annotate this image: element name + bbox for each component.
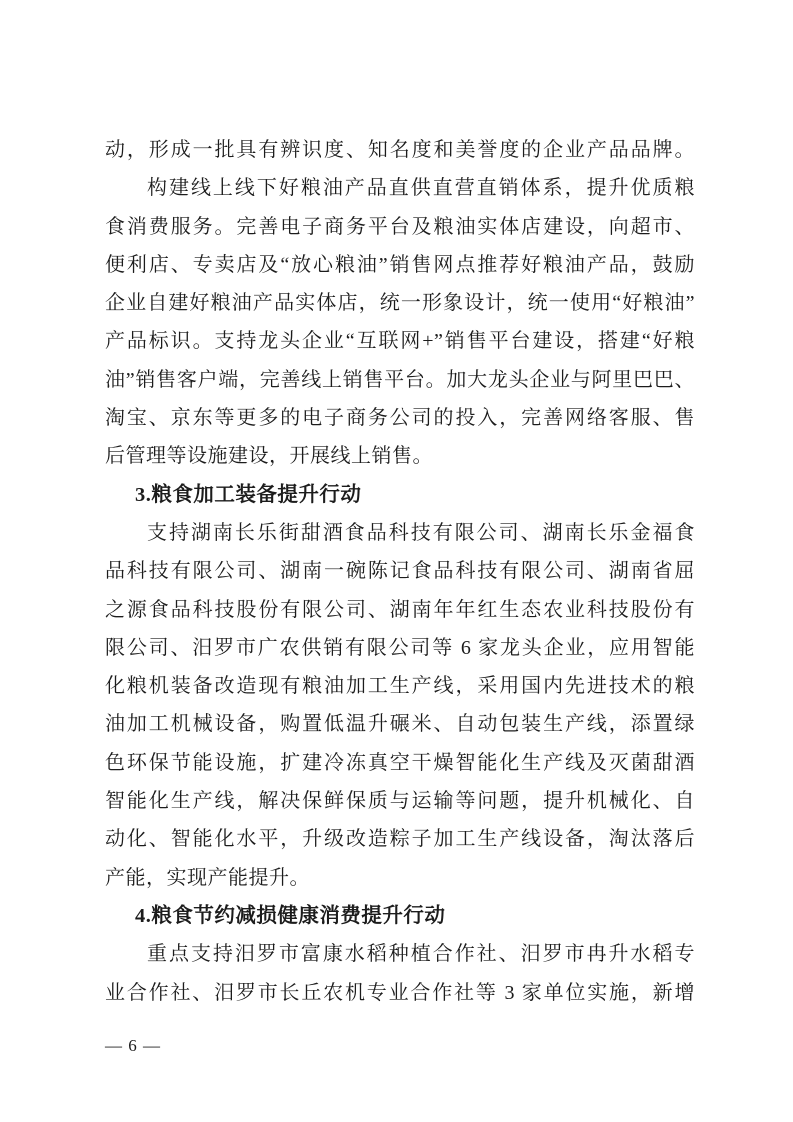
text-line: 油”销售客户端，完善线上销售平台。加大龙头企业与阿里巴巴、 (105, 368, 695, 391)
section-heading: 4.粮食节约减损健康消费提升行动 (135, 904, 446, 927)
text-line: 化粮机装备改造现有粮油加工生产线，采用国内先进技术的粮 (105, 675, 695, 698)
text-line: 智能化生产线，解决保鲜保质与运输等问题，提升机械化、自 (105, 790, 695, 813)
text-line: 食消费服务。完善电子商务平台及粮油实体店建设，向超市、 (105, 215, 695, 238)
text-line: 重点支持汨罗市富康水稻种植合作社、汨罗市冉升水稻专 (147, 943, 695, 966)
body-text (105, 131, 695, 1012)
text-line: 构建线上线下好粮油产品直供直营直销体系，提升优质粮 (147, 177, 695, 200)
page-number: — 6 — (105, 1036, 161, 1055)
text-line: 品科技有限公司、湖南一碗陈记食品科技有限公司、湖南省屈 (105, 560, 695, 583)
text-line: 产能，实现产能提升。 (105, 866, 310, 889)
text-line: 支持湖南长乐街甜酒食品科技有限公司、湖南长乐金福食 (147, 521, 695, 544)
text-line: 色环保节能设施，扩建冷冻真空干燥智能化生产线及灭菌甜酒 (105, 751, 695, 774)
text-line: 油加工机械设备，购置低温升碾米、自动包装生产线，添置绿 (105, 713, 695, 736)
text-line: 限公司、汨罗市广农供销有限公司等 6 家龙头企业，应用智能 (105, 636, 695, 659)
text-line: 业合作社、汨罗市长丘农机专业合作社等 3 家单位实施，新增 (105, 981, 695, 1004)
text-line: 动化、智能化水平，升级改造粽子加工生产线设备，淘汰落后 (105, 828, 695, 851)
text-line: 之源食品科技股份有限公司、湖南年年红生态农业科技股份有 (105, 598, 695, 621)
text-line: 淘宝、京东等更多的电子商务公司的投入，完善网络客服、售 (105, 407, 695, 430)
text-line: 动，形成一批具有辨识度、知名度和美誉度的企业产品品牌。 (105, 139, 695, 161)
text-line: 后管理等设施建设，开展线上销售。 (105, 445, 433, 468)
text-line: 便利店、专卖店及“放心粮油”销售网点推荐好粮油产品，鼓励 (105, 253, 695, 276)
text-line: 企业自建好粮油产品实体店，统一形象设计，统一使用“好粮油” (105, 292, 695, 315)
section-heading: 3.粮食加工装备提升行动 (135, 483, 362, 506)
text-line: 产品标识。支持龙头企业“互联网+”销售平台建设，搭建“好粮 (105, 330, 695, 353)
